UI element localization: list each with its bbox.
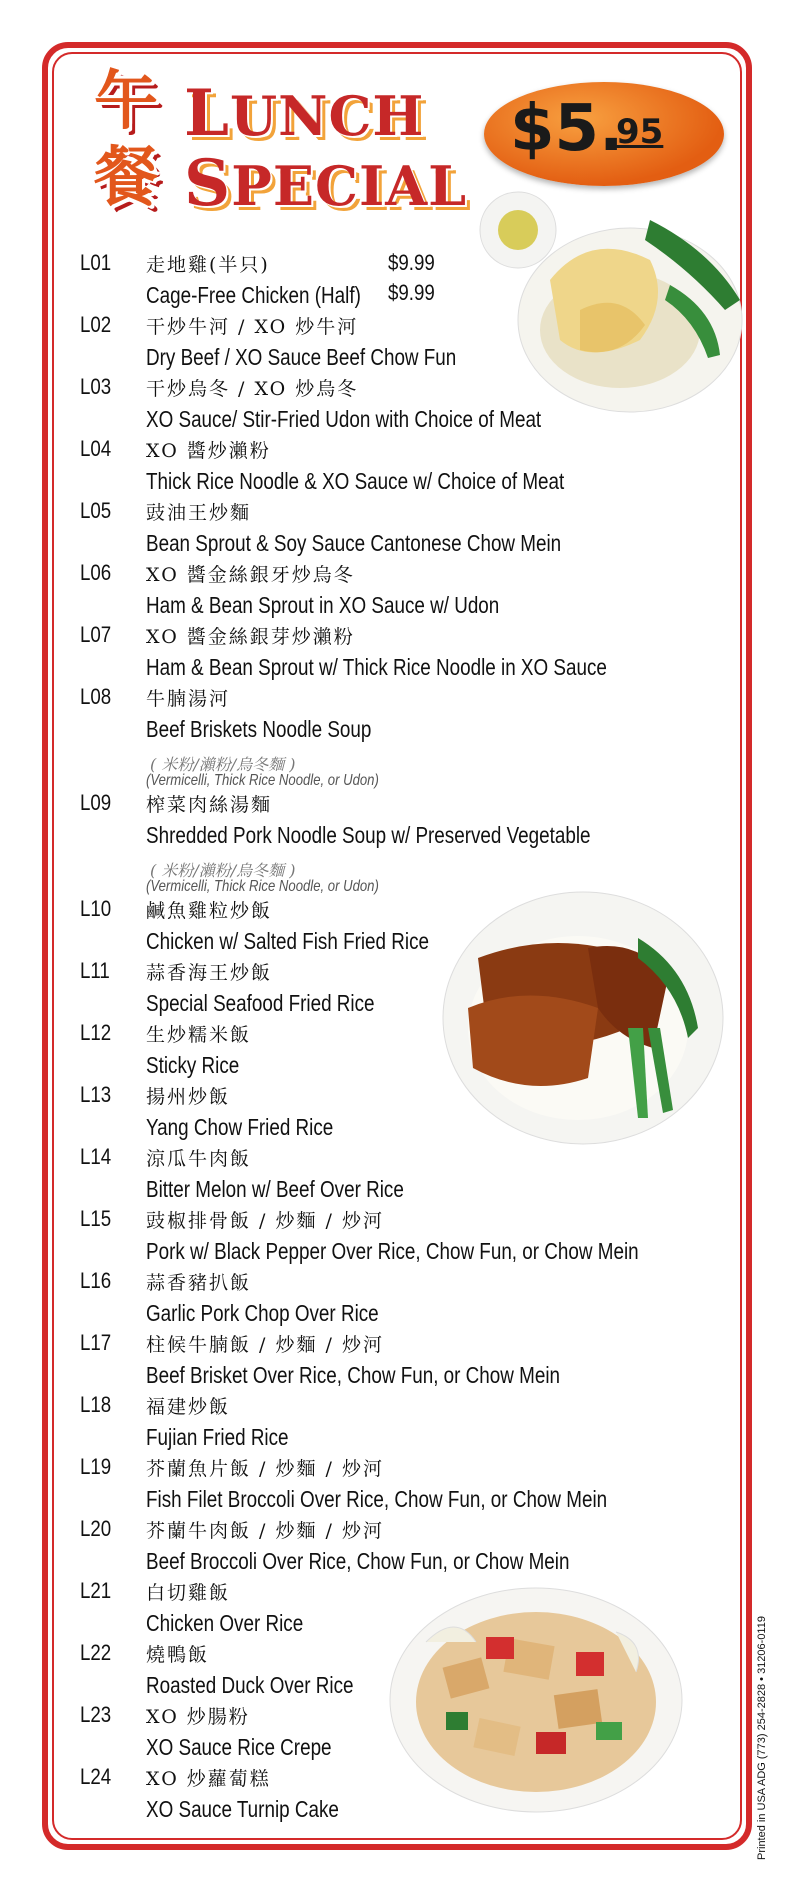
item-code: L16	[80, 1268, 112, 1293]
header-special	[184, 146, 468, 221]
item-name-cn: 干炒牛河 / XO 炒牛河	[146, 316, 359, 338]
item-name-en: Garlic Pork Chop Over Rice	[146, 1300, 379, 1326]
item-code: L13	[80, 1082, 112, 1107]
item-name-en: XO Sauce Turnip Cake	[146, 1796, 339, 1822]
price-main: $5.	[510, 92, 624, 166]
item-code: L05	[80, 498, 112, 523]
item-code: L23	[80, 1702, 112, 1727]
item-price-cn: $9.99	[388, 250, 435, 275]
item-name-cn: XO 醬金絲銀牙炒烏冬	[146, 564, 355, 586]
item-code: L20	[80, 1516, 112, 1541]
item-code: L15	[80, 1206, 112, 1231]
chicken-plate-photo	[470, 190, 750, 420]
roast-duck-plate-photo	[438, 888, 728, 1148]
item-name-en: Chicken Over Rice	[146, 1610, 304, 1636]
item-name-cn: 牛腩湯河	[146, 688, 231, 710]
printed-note: Printed in USA ADG (773) 254-2828 • 31206-0119	[756, 1616, 768, 1860]
item-code: L10	[80, 896, 112, 921]
item-name-en: Pork w/ Black Pepper Over Rice, Chow Fun, or Chow Mein	[146, 1238, 639, 1264]
item-options-cn: ( 米粉/瀨粉/烏冬麵 )	[150, 755, 296, 774]
item-name-en: Ham & Bean Sprout in XO Sauce w/ Udon	[146, 592, 500, 618]
header-special-cap: S	[184, 146, 232, 221]
price-cents: 95	[616, 112, 664, 152]
item-code: L02	[80, 312, 112, 337]
item-name-en: Sticky Rice	[146, 1052, 240, 1078]
item-code: L18	[80, 1392, 112, 1417]
item-name-en: Bean Sprout & Soy Sauce Cantonese Chow Mein	[146, 530, 562, 556]
header-special-rest: PECIAL	[231, 154, 468, 218]
item-code: L06	[80, 560, 112, 585]
item-name-cn: 干炒烏冬 / XO 炒烏冬	[146, 378, 359, 400]
item-name-en: XO Sauce Rice Crepe	[146, 1734, 332, 1760]
item-name-cn: 芥蘭魚片飯 / 炒麵 / 炒河	[146, 1458, 384, 1480]
header-lunch	[184, 76, 425, 151]
item-name-en: Dry Beef / XO Sauce Beef Chow Fun	[146, 344, 457, 370]
item-name-en: Cage-Free Chicken (Half)	[146, 282, 361, 308]
item-name-en: Yang Chow Fried Rice	[146, 1114, 334, 1140]
header-lunch-cap: L	[184, 76, 230, 151]
item-code: L24	[80, 1764, 112, 1789]
item-name-en: Fish Filet Broccoli Over Rice, Chow Fun, or Chow Mein	[146, 1486, 608, 1512]
header-lunch-rest: UNCH	[230, 84, 425, 148]
header-cn-bottom: 餐	[94, 140, 158, 215]
item-name-cn: 榨菜肉絲湯麵	[146, 794, 273, 816]
item-name-en: Ham & Bean Sprout w/ Thick Rice Noodle in XO Sauce	[146, 654, 607, 680]
item-code: L12	[80, 1020, 112, 1045]
item-code: L01	[80, 250, 112, 275]
item-code: L21	[80, 1578, 112, 1603]
item-code: L04	[80, 436, 112, 461]
item-options-cn: ( 米粉/瀨粉/烏冬麵 )	[150, 861, 296, 880]
item-name-cn: 柱候牛腩飯 / 炒麵 / 炒河	[146, 1334, 384, 1356]
item-code: L17	[80, 1330, 112, 1355]
item-options-en: (Vermicelli, Thick Rice Noodle, or Udon)	[146, 878, 379, 895]
turnip-cake-plate-photo	[386, 1582, 686, 1818]
item-name-en: Shredded Pork Noodle Soup w/ Preserved Vegetable	[146, 822, 591, 848]
item-name-en: Special Seafood Fried Rice	[146, 990, 375, 1016]
item-name-cn: 燒鴨飯	[146, 1644, 210, 1666]
item-name-cn: 福建炒飯	[146, 1396, 231, 1418]
item-name-en: Beef Brisket Over Rice, Chow Fun, or Chow Mein	[146, 1362, 561, 1388]
item-name-en: Fujian Fried Rice	[146, 1424, 289, 1450]
item-code: L09	[80, 790, 112, 815]
item-name-cn: 鹹魚雞粒炒飯	[146, 900, 273, 922]
item-name-en: Chicken w/ Salted Fish Fried Rice	[146, 928, 430, 954]
item-name-cn: 蒜香豬扒飯	[146, 1272, 252, 1294]
item-code: L11	[80, 958, 110, 983]
item-name-cn: 涼瓜牛肉飯	[146, 1148, 252, 1170]
item-code: L22	[80, 1640, 112, 1665]
item-name-cn: XO 炒蘿蔔糕	[146, 1768, 271, 1790]
header-cn-top: 午	[94, 64, 158, 139]
item-name-cn: 生炒糯米飯	[146, 1024, 252, 1046]
item-name-cn: 蒜香海王炒飯	[146, 962, 273, 984]
item-name-cn: XO 醬炒瀨粉	[146, 440, 271, 462]
item-name-cn: XO 炒腸粉	[146, 1706, 250, 1728]
item-name-cn: XO 醬金絲銀芽炒瀨粉	[146, 626, 355, 648]
item-name-en: Beef Briskets Noodle Soup	[146, 716, 372, 742]
item-name-cn: 豉椒排骨飯 / 炒麵 / 炒河	[146, 1210, 384, 1232]
item-name-en: Beef Broccoli Over Rice, Chow Fun, or Chow Mein	[146, 1548, 570, 1574]
item-name-en: Roasted Duck Over Rice	[146, 1672, 354, 1698]
item-name-cn: 豉油王炒麵	[146, 502, 252, 524]
item-code: L14	[80, 1144, 112, 1169]
item-code: L19	[80, 1454, 112, 1479]
item-price-en: $9.99	[388, 280, 435, 305]
item-code: L03	[80, 374, 112, 399]
item-name-en: Thick Rice Noodle & XO Sauce w/ Choice of Meat	[146, 468, 565, 494]
item-code: L07	[80, 622, 112, 647]
item-name-cn: 芥蘭牛肉飯 / 炒麵 / 炒河	[146, 1520, 384, 1542]
item-name-cn: 走地雞(半只)	[146, 254, 270, 276]
item-name-en: Bitter Melon w/ Beef Over Rice	[146, 1176, 404, 1202]
item-code: L08	[80, 684, 112, 709]
item-name-en: XO Sauce/ Stir-Fried Udon with Choice of Meat	[146, 406, 542, 432]
item-name-cn: 揚州炒飯	[146, 1086, 231, 1108]
item-name-cn: 白切雞飯	[146, 1582, 231, 1604]
item-options-en: (Vermicelli, Thick Rice Noodle, or Udon)	[146, 772, 379, 789]
